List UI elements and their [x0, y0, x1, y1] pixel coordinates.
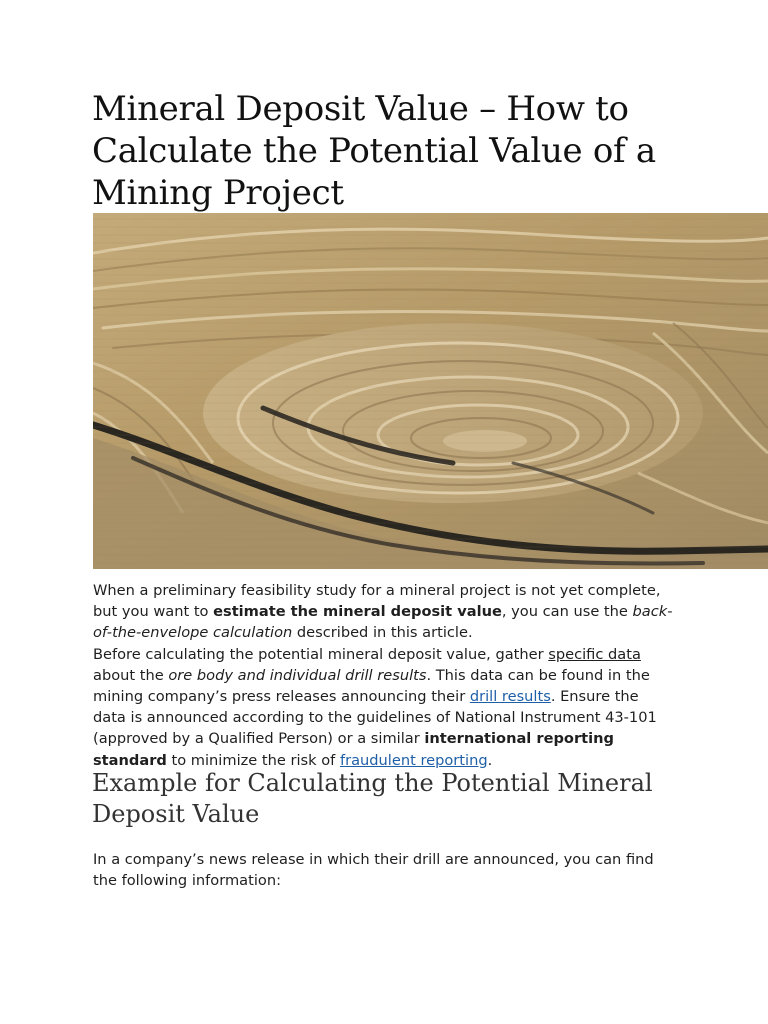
example-intro-paragraph: In a company’s news release in which their drill are announced, you can find the following information:: [93, 851, 654, 890]
gather-data-paragraph: [93, 644, 673, 771]
open-pit-mine-image: [93, 213, 768, 569]
bold-text: international reporting standard: [93, 730, 614, 769]
italic-text: ore body and individual drill results: [168, 666, 427, 684]
underlined-text: specific data: [548, 645, 641, 663]
intro-paragraph: [93, 580, 673, 644]
drill-results-link[interactable]: drill results: [469, 688, 551, 706]
text-run: . Ensure the data is announced according to the guidelines of National Instrument 43-101 (approved by a Qualified Person) or a similar: [93, 688, 657, 748]
italic-text: back-of-the-envelope calculation: [93, 603, 673, 642]
text-run: . This data can be found in the mining company’s press releases announcing their: [93, 666, 650, 706]
text-run: to minimize the risk of: [166, 751, 340, 769]
article-title: Mineral Deposit Value – How to Calculate the Potential Value of a Mining Project: [92, 89, 656, 213]
intro-paragraphs: [93, 580, 673, 771]
fraudulent-reporting-link[interactable]: fraudulent reporting: [339, 751, 488, 769]
bold-text: estimate the mineral deposit value: [213, 603, 502, 621]
text-run: When a preliminary feasibility study for a mineral project is not yet complete, but you want to: [93, 582, 661, 621]
section-heading: Example for Calculating the Potential Mineral Deposit Value: [92, 769, 653, 828]
text-run: about the: [93, 666, 169, 684]
text-run: described in this article.: [292, 624, 473, 642]
text-run: , you can use the: [501, 603, 633, 621]
text-run: .: [487, 751, 493, 769]
text-run: Before calculating the potential mineral deposit value, gather: [93, 645, 549, 663]
